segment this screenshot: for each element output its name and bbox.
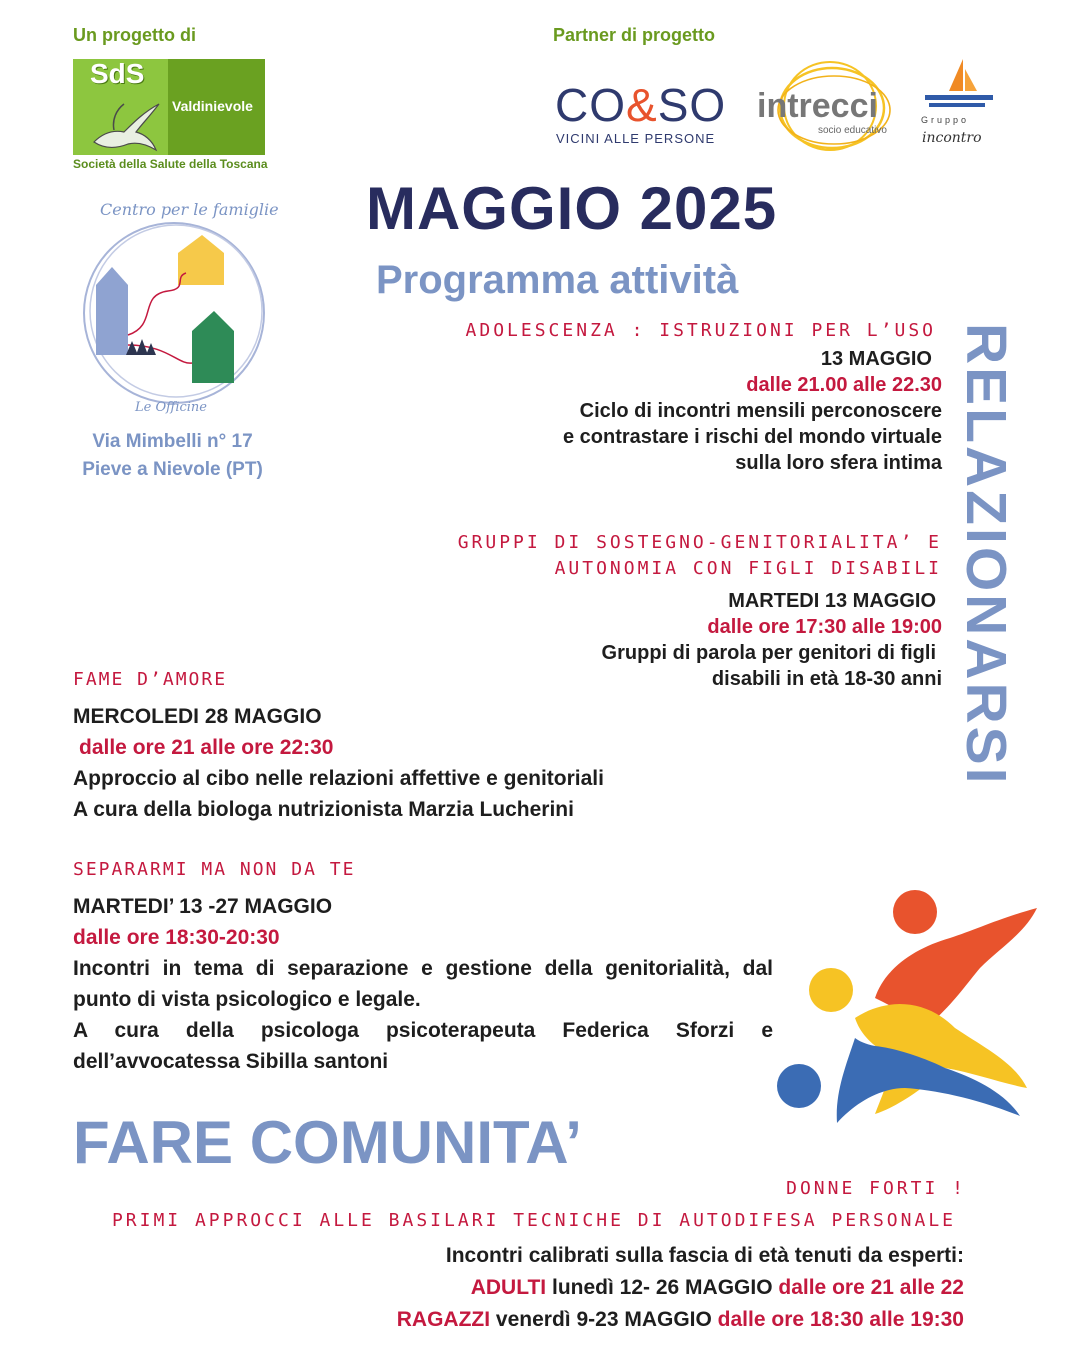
family-houses-icon	[78, 195, 270, 425]
event-fame-heading: FAME D’AMORE	[73, 669, 228, 690]
donne-forti-adulti-row	[200, 1272, 964, 1304]
adulti-days: lunedì 12- 26 MAGGIO	[546, 1276, 779, 1299]
event-gruppi-date: MARTEDI 13 MAGGIO	[728, 590, 936, 612]
event-fame-time: dalle ore 21 alle ore 22:30	[79, 736, 334, 759]
coso-name-a: CO	[555, 79, 626, 131]
donne-forti-subheading-wrap	[90, 1208, 956, 1234]
centro-logo-top-text: Centro per le famiglie	[100, 200, 279, 219]
event-separarmi-heading: SEPARARMI MA NON DA TE	[73, 859, 356, 880]
sds-logo-city: Valdinievole	[172, 98, 253, 114]
partner-label: Partner di progetto	[553, 25, 716, 45]
event-separarmi-date: MARTEDI’ 13 -27 MAGGIO	[73, 895, 333, 918]
ragazzi-label: RAGAZZI	[396, 1308, 491, 1331]
event-fame-desc-1: Approccio al cibo nelle relazioni affettive e genitoriali	[73, 767, 604, 790]
page-subtitle: Programma attività	[376, 258, 739, 302]
address-line-2: Pieve a Nievole (PT)	[82, 459, 263, 480]
sailboat-icon	[925, 55, 995, 115]
sds-logo-subtitle: Società della Salute della Toscana	[73, 157, 268, 171]
fare-comunita-heading: FARE COMUNITA’	[73, 1109, 582, 1176]
event-gruppi-time: dalle ore 17:30 alle 19:00	[707, 616, 942, 638]
adulti-time: dalle ore 21 alle 22	[778, 1276, 964, 1299]
adulti-label: ADULTI	[470, 1276, 547, 1299]
sds-logo-title: SdS	[90, 58, 145, 89]
people-embrace-illustration	[775, 878, 1045, 1140]
pegasus-icon	[84, 92, 168, 154]
project-label: Un progetto di	[73, 25, 196, 45]
page-title: MAGGIO 2025	[366, 175, 778, 242]
coso-logo-name	[555, 78, 726, 132]
address	[60, 428, 285, 484]
ragazzi-days: venerdì 9-23 MAGGIO	[490, 1308, 718, 1331]
event-gruppi-desc-2: disabili in età 18-30 anni	[711, 668, 942, 690]
intrecci-logo-name: intrecci	[757, 87, 878, 125]
donne-forti-heading: DONNE FORTI !	[786, 1178, 966, 1199]
coso-name-b: SO	[657, 79, 727, 131]
event-separarmi-credits: A cura della psicologa psicoterapeuta Federica Sforzi e dell’avvocatessa Sibilla santoni	[73, 1019, 773, 1073]
event-separarmi-desc: Incontri in tema di separazione e gestione della genitorialità, dal punto di vista psicologico e legale.	[73, 957, 773, 1011]
gruppo-logo-label: Gruppo	[921, 115, 970, 125]
donne-forti-intro: Incontri calibrati sulla fascia di età tenuti da esperti:	[445, 1244, 964, 1267]
relazionarsi-vertical-heading: RELAZIONARSI	[954, 323, 1018, 787]
event-separarmi-time: dalle ore 18:30-20:30	[73, 926, 280, 949]
event-adolescenza	[440, 318, 942, 476]
coso-amp: &	[626, 79, 658, 131]
event-adolescenza-desc-3: sulla loro sfera intima	[735, 452, 942, 474]
event-adolescenza-date: 13 MAGGIO	[820, 348, 932, 370]
event-adolescenza-desc-1: Ciclo di incontri mensili perconoscere	[579, 400, 942, 422]
event-adolescenza-heading: ADOLESCENZA : ISTRUZIONI PER L’USO	[465, 320, 936, 341]
event-fame-date: MERCOLEDI 28 MAGGIO	[73, 705, 322, 728]
event-gruppi-heading-2: AUTONOMIA CON FIGLI DISABILI	[554, 558, 942, 579]
donne-forti-subheading: PRIMI APPROCCI ALLE BASILARI TECNICHE DI AUTODIFESA PERSONALE	[111, 1210, 956, 1231]
event-fame-amore	[73, 667, 773, 825]
gruppo-logo-name: incontro	[922, 130, 982, 146]
event-adolescenza-time: dalle 21.00 alle 22.30	[746, 374, 942, 396]
event-gruppi-heading-1: GRUPPI DI SOSTEGNO-GENITORIALITA’ E	[457, 532, 942, 553]
event-separarmi	[73, 857, 773, 1077]
centro-logo-bottom-text: Le Officine	[135, 400, 207, 415]
donne-forti-heading-wrap	[600, 1176, 966, 1202]
address-line-1: Via Mimbelli n° 17	[92, 431, 253, 452]
donne-forti-ragazzi-row	[200, 1304, 964, 1336]
coso-logo-subtitle: VICINI ALLE PERSONE	[556, 131, 716, 146]
ragazzi-time: dalle ore 18:30 alle 19:30	[717, 1308, 964, 1331]
event-adolescenza-desc-2: e contrastare i rischi del mondo virtuale	[562, 426, 942, 448]
event-fame-desc-2: A cura della biologa nutrizionista Marzia Lucherini	[73, 798, 574, 821]
intrecci-logo-subtitle: socio educativo	[818, 125, 887, 136]
donne-forti-details	[200, 1240, 964, 1336]
event-gruppi-desc-1: Gruppi di parola per genitori di figli	[601, 642, 936, 664]
